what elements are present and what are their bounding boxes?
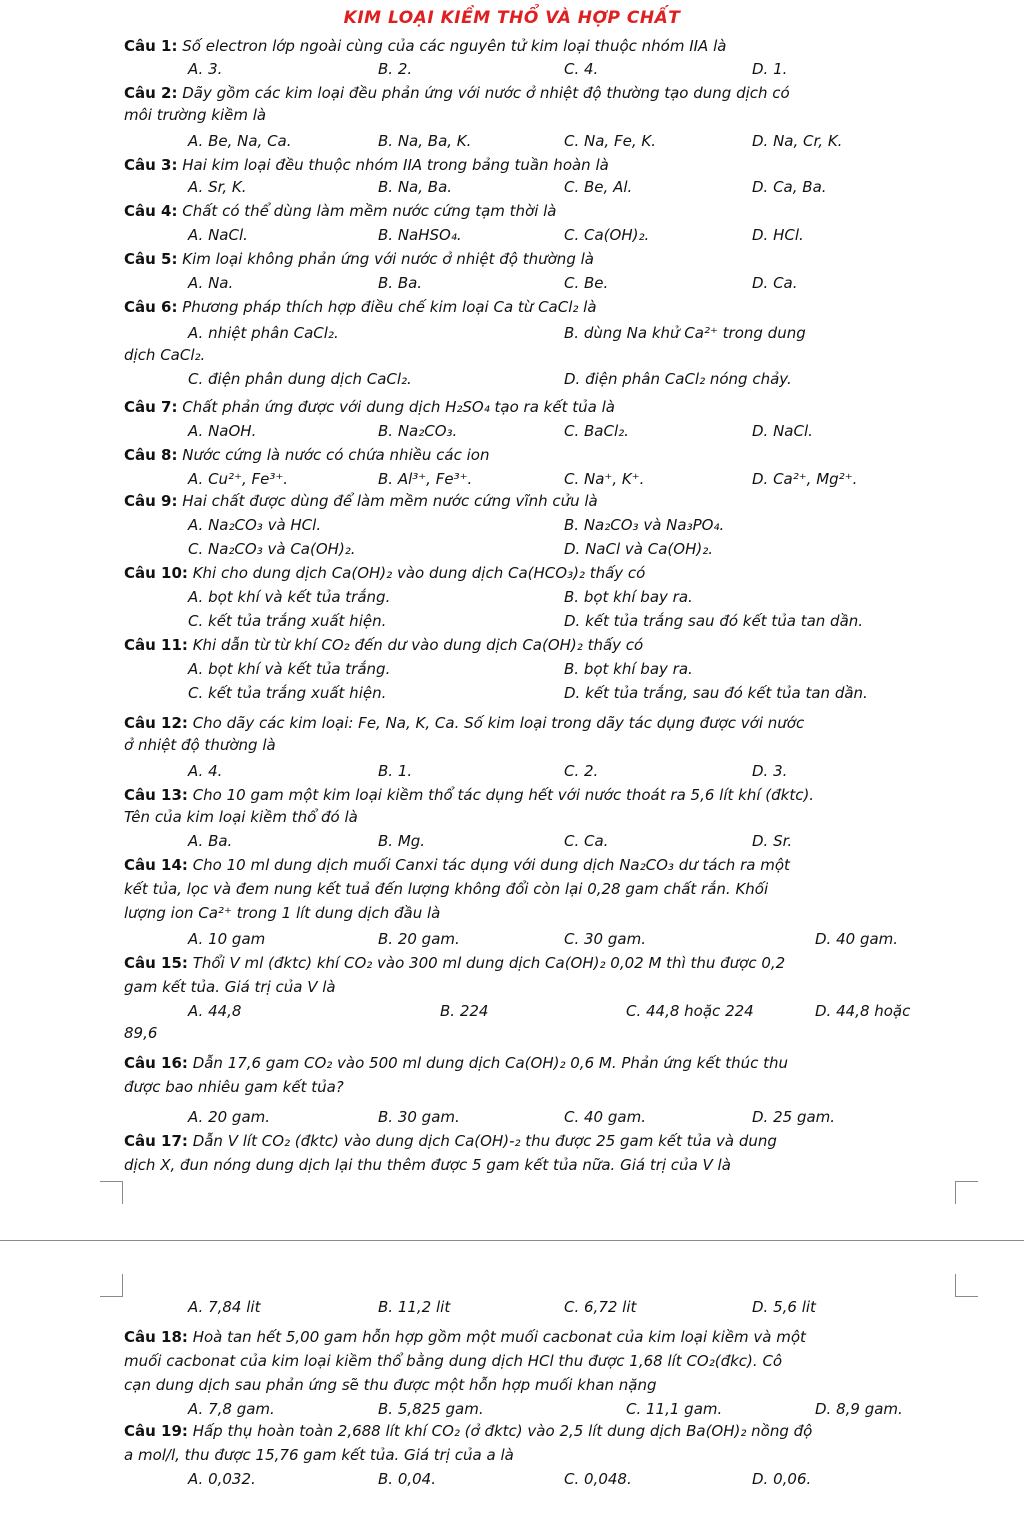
option-d: D. điện phân CaCl₂ nóng chảy. [564,370,792,388]
option-d: D. Na, Cr, K. [752,132,843,150]
option-d: D. Sr. [752,832,793,850]
option-a: A. 10 gam [188,930,266,948]
question-text: Thổi V ml (đktc) khí CO₂ vào 300 ml dung dịch Ca(OH)₂ 0,02 M thì thu được 0,2 [192,954,786,972]
question-text: Phương pháp thích hợp điều chế kim loại Ca từ CaCl₂ là [182,298,597,316]
question-text: Khi cho dung dịch Ca(OH)₂ vào dung dịch Ca(HCO₃)₂ thấy có [192,564,646,582]
question-text: Chất phản ứng được với dung dịch H₂SO₄ tạo ra kết tủa là [182,398,615,416]
question-text-cont: dịch X, đun nóng dung dịch lại thu thêm được 5 gam kết tủa nữa. Giá trị của V là [124,1156,731,1174]
option-a: A. 4. [188,762,223,780]
option-d-cont: 89,6 [124,1024,158,1042]
option-c: C. điện phân dung dịch CaCl₂. [188,370,412,388]
option-d: D. kết tủa trắng, sau đó kết tủa tan dần. [564,684,868,702]
option-b: B. 20 gam. [378,930,460,948]
option-c: C. Be, Al. [564,178,633,196]
option-a: A. NaOH. [188,422,257,440]
option-b: B. 224 [440,1002,489,1020]
question-text-cont: được bao nhiêu gam kết tủa? [124,1078,344,1096]
question-label: Câu 6: [124,298,178,316]
question-label: Câu 10: [124,564,188,582]
option-b: B. dùng Na khử Ca²⁺ trong dung [564,324,806,342]
question-text: Cho dãy các kim loại: Fe, Na, K, Ca. Số kim loại trong dãy tác dụng được với nước [192,714,805,732]
question-12 [124,712,804,734]
question-text: Số electron lớp ngoài cùng của các nguyên tử kim loại thuộc nhóm IIA là [182,37,727,55]
question-6 [124,296,597,318]
question-text: Hai chất được dùng để làm mềm nước cứng vĩnh cửu là [182,492,598,510]
question-text: Hoà tan hết 5,00 gam hỗn hợp gồm một muối cacbonat của kim loại kiềm và một [192,1328,806,1346]
option-a: A. Na. [188,274,234,292]
option-d: D. Ca, Ba. [752,178,827,196]
option-a: A. Ba. [188,832,233,850]
page-break-divider [0,1240,1024,1241]
option-a: A. 20 gam. [188,1108,271,1126]
option-c: C. 0,048. [564,1470,632,1488]
option-a: A. 7,8 gam. [188,1400,275,1418]
question-19 [124,1420,812,1442]
question-8 [124,444,489,466]
question-label: Câu 2: [124,84,178,102]
question-14 [124,854,790,876]
option-d: D. 25 gam. [752,1108,836,1126]
question-text: Dãy gồm các kim loại đều phản ứng với nước ở nhiệt độ thường tạo dung dịch có [182,84,790,102]
option-d: D. kết tủa trắng sau đó kết tủa tan dần. [564,612,864,630]
page-title: KIM LOẠI KIỀM THỔ VÀ HỢP CHẤT [343,8,681,28]
question-label: Câu 13: [124,786,188,804]
option-b: B. Mg. [378,832,426,850]
option-d: D. HCl. [752,226,804,244]
question-label: Câu 8: [124,446,178,464]
question-text: Chất có thể dùng làm mềm nước cứng tạm thời là [182,202,557,220]
question-5 [124,248,594,270]
question-text-cont: Tên của kim loại kiềm thổ đó là [124,808,358,826]
option-a: A. NaCl. [188,226,248,244]
question-label: Câu 3: [124,156,178,174]
question-label: Câu 15: [124,954,188,972]
question-15 [124,952,785,974]
question-text-cont: a mol/l, thu được 15,76 gam kết tủa. Giá trị của a là [124,1446,514,1464]
option-d: D. 44,8 hoặc [815,1002,911,1020]
question-label: Câu 9: [124,492,178,510]
option-b: B. Na, Ba, K. [378,132,472,150]
question-3 [124,154,609,176]
question-text: Dẫn V lít CO₂ (đktc) vào dung dịch Ca(OH)-₂ thu được 25 gam kết tủa và dung [192,1132,777,1150]
option-a: A. bọt khí và kết tủa trắng. [188,588,391,606]
question-text-cont: gam kết tủa. Giá trị của V là [124,978,336,996]
option-d: D. 40 gam. [815,930,899,948]
option-b: B. NaHSO₄. [378,226,462,244]
question-10 [124,562,645,584]
option-b: B. 0,04. [378,1470,436,1488]
question-text: Hai kim loại đều thuộc nhóm IIA trong bảng tuần hoàn là [182,156,609,174]
question-text-cont: lượng ion Ca²⁺ trong 1 lít dung dịch đầu là [124,904,441,922]
option-c: C. Na, Fe, K. [564,132,656,150]
question-label: Câu 1: [124,37,178,55]
question-text-cont: môi trường kiềm là [124,106,267,124]
option-b: B. Na₂CO₃ và Na₃PO₄. [564,516,725,534]
question-4 [124,200,557,222]
option-c: C. 4. [564,60,599,78]
question-text-cont: cạn dung dịch sau phản ứng sẽ thu được một hỗn hợp muối khan nặng [124,1376,657,1394]
question-text: Khi dẫn từ từ khí CO₂ đến dư vào dung dịch Ca(OH)₂ thấy có [192,636,644,654]
option-d: D. 8,9 gam. [815,1400,903,1418]
question-9 [124,490,598,512]
question-label: Câu 4: [124,202,178,220]
option-b: B. Ba. [378,274,423,292]
question-18 [124,1326,806,1348]
option-c: C. 11,1 gam. [626,1400,723,1418]
option-c: C. 44,8 hoặc 224 [626,1002,754,1020]
option-a: A. nhiệt phân CaCl₂. [188,324,339,342]
question-text: Cho 10 gam một kim loại kiềm thổ tác dụng hết với nước thoát ra 5,6 lít khí (đktc). [192,786,815,804]
question-17 [124,1130,777,1152]
option-b: B. Na, Ba. [378,178,453,196]
option-c: C. 2. [564,762,599,780]
question-11 [124,634,643,656]
question-1 [124,35,726,57]
option-b: B. 2. [378,60,413,78]
option-d: D. 1. [752,60,788,78]
option-a: A. 7,84 lit [188,1298,261,1316]
question-label: Câu 5: [124,250,178,268]
option-c: C. 40 gam. [564,1108,646,1126]
option-a: A. 44,8 [188,1002,242,1020]
page-corner-mark [100,1274,123,1297]
option-b: B. bọt khí bay ra. [564,588,693,606]
option-b-cont: dịch CaCl₂. [124,346,206,364]
question-text: Hấp thụ hoàn toàn 2,688 lít khí CO₂ (ở đktc) vào 2,5 lít dung dịch Ba(OH)₂ nồng độ [192,1422,813,1440]
option-c: C. Ca(OH)₂. [564,226,650,244]
option-d: D. 5,6 lit [752,1298,816,1316]
page-corner-mark [955,1274,978,1297]
option-b: B. bọt khí bay ra. [564,660,693,678]
question-text: Cho 10 ml dung dịch muối Canxi tác dụng với dung dịch Na₂CO₃ dư tách ra một [192,856,790,874]
option-d: D. NaCl và Ca(OH)₂. [564,540,713,558]
option-a: A. bọt khí và kết tủa trắng. [188,660,391,678]
option-a: A. Cu²⁺, Fe³⁺. [188,470,289,488]
option-b: B. 30 gam. [378,1108,460,1126]
question-label: Câu 17: [124,1132,188,1150]
option-d: D. NaCl. [752,422,813,440]
question-label: Câu 14: [124,856,188,874]
question-label: Câu 11: [124,636,188,654]
question-label: Câu 7: [124,398,178,416]
option-a: A. Na₂CO₃ và HCl. [188,516,322,534]
question-text: Kim loại không phản ứng với nước ở nhiệt độ thường là [182,250,594,268]
option-a: A. Be, Na, Ca. [188,132,292,150]
option-d: D. Ca²⁺, Mg²⁺. [752,470,858,488]
question-7 [124,396,615,418]
question-label: Câu 12: [124,714,188,732]
question-label: Câu 16: [124,1054,188,1072]
question-label: Câu 19: [124,1422,188,1440]
question-text: Dẫn 17,6 gam CO₂ vào 500 ml dung dịch Ca(OH)₂ 0,6 M. Phản ứng kết thúc thu [192,1054,789,1072]
question-text: Nước cứng là nước có chứa nhiều các ion [182,446,490,464]
option-c: C. kết tủa trắng xuất hiện. [188,612,387,630]
option-c: C. 6,72 lit [564,1298,637,1316]
option-a: A. Sr, K. [188,178,247,196]
option-d: D. Ca. [752,274,798,292]
page-corner-mark [955,1181,978,1204]
question-2 [124,82,790,104]
question-13 [124,784,814,806]
option-d: D. 3. [752,762,788,780]
option-c: C. Na⁺, K⁺. [564,470,645,488]
option-c: C. Ca. [564,832,609,850]
option-c: C. kết tủa trắng xuất hiện. [188,684,387,702]
question-16 [124,1052,788,1074]
option-c: C. Na₂CO₃ và Ca(OH)₂. [188,540,356,558]
question-text-cont: muối cacbonat của kim loại kiềm thổ bằng dung dịch HCl thu được 1,68 lít CO₂(đkc). Cô [124,1352,783,1370]
option-a: A. 0,032. [188,1470,256,1488]
option-b: B. 5,825 gam. [378,1400,484,1418]
page-corner-mark [100,1181,123,1204]
question-text-cont: ở nhiệt độ thường là [124,736,276,754]
option-c: C. Be. [564,274,609,292]
question-text-cont: kết tủa, lọc và đem nung kết tuả đến lượng không đổi còn lại 0,28 gam chất rắn. Khối [124,880,769,898]
option-b: B. 1. [378,762,413,780]
option-b: B. Na₂CO₃. [378,422,458,440]
option-c: C. 30 gam. [564,930,646,948]
option-a: A. 3. [188,60,223,78]
option-c: C. BaCl₂. [564,422,629,440]
option-b: B. Al³⁺, Fe³⁺. [378,470,473,488]
option-b: B. 11,2 lit [378,1298,451,1316]
question-label: Câu 18: [124,1328,188,1346]
option-d: D. 0,06. [752,1470,812,1488]
